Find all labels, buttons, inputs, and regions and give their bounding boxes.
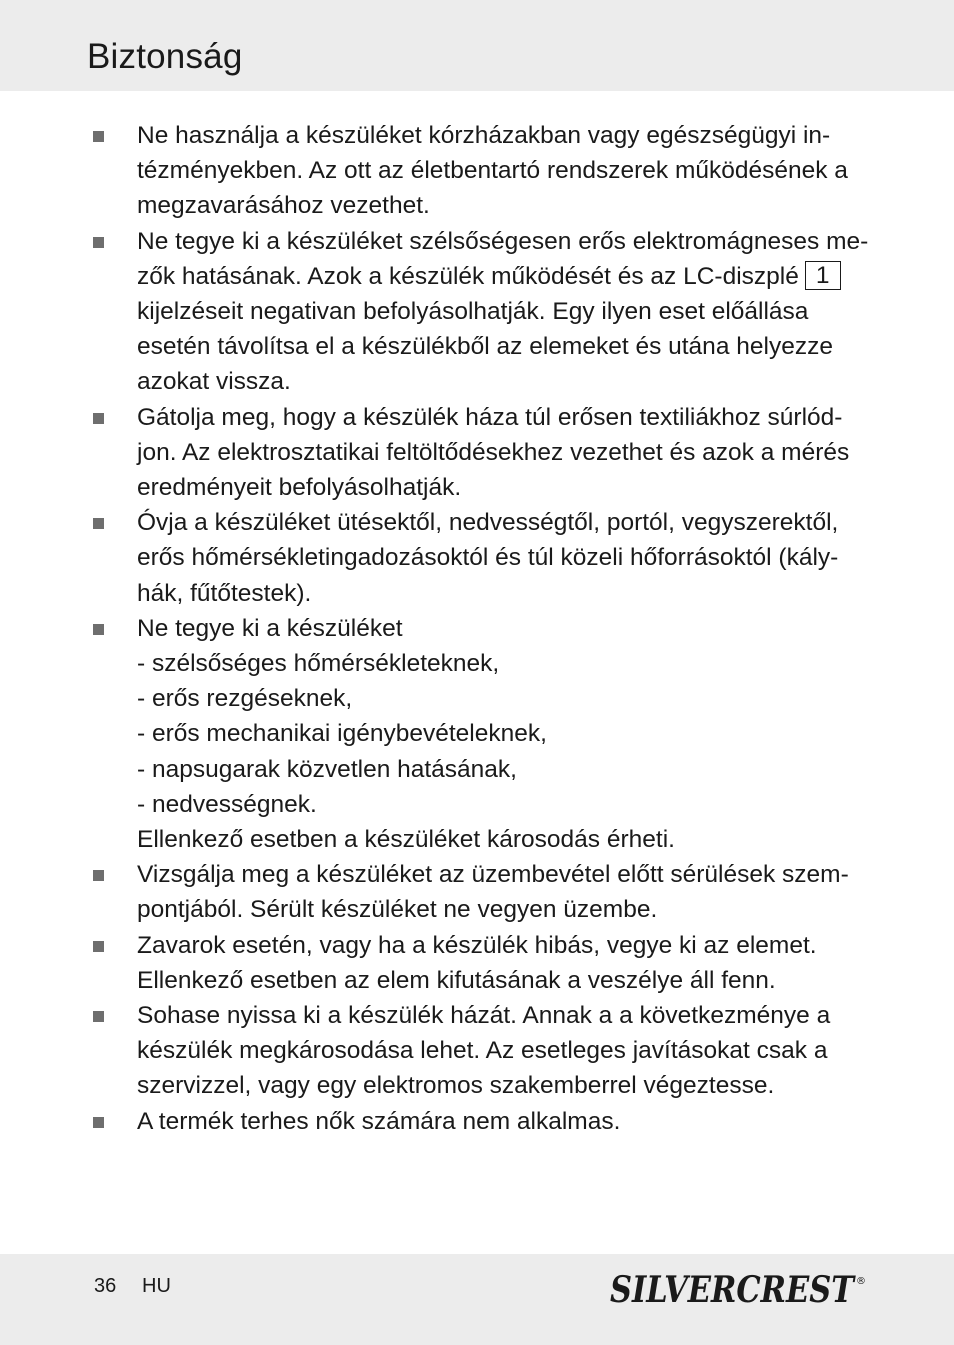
list-bullet (93, 518, 104, 529)
page-footer (0, 1254, 954, 1345)
list-item-line: Vizsgálja meg a készüléket az üzembevétel előtt sérülések szem- (137, 861, 849, 889)
list-item-line: Ne használja a készüléket kórzházakban vagy egészségügyi in- (137, 122, 831, 149)
list-item-line: kijelzéseit negativan befolyásolhatják. Egy ilyen eset előállása (137, 298, 809, 325)
list-item-line: A termék terhes nők számára nem alkalmas. (137, 1107, 621, 1135)
language-code: HU (142, 1275, 171, 1297)
list-item-line: azokat vissza. (137, 368, 291, 396)
page-title: Biztonság (87, 37, 243, 76)
list-item-line: készülék megkárosodása lehet. Az esetleges javításokat csak a (137, 1037, 828, 1065)
page-number: 36 (94, 1275, 117, 1297)
list-item-line: erős hőmérsékletingadozásoktól és túl közeli hőforrásoktól (kály- (137, 544, 839, 572)
list-bullet (93, 870, 104, 881)
list-item-line: zők hatásának. Azok a készülék működését és az LC-diszplé 1 (137, 259, 841, 294)
list-item-line: eredményeit befolyásolhatják. (137, 474, 462, 501)
list-item-line: - erős mechanikai igénybevételeknek, (137, 720, 547, 748)
list-item-line: Sohase nyissa ki a készülék házát. Annak a a következménye a (137, 1002, 831, 1029)
list-item-line: Ellenkező esetben a készüléket károsodás érheti. (137, 826, 675, 853)
list-item-line: - napsugarak közvetlen hatásának, (137, 755, 517, 783)
list-item-line: jon. Az elektrosztatikai feltöltődésekhez vezethet és azok a mérés (137, 438, 850, 466)
list-item-line: hák, fűtőtestek). (137, 579, 312, 607)
list-bullet (93, 941, 104, 952)
list-item-line: esetén távolítsa el a készülékből az elemeket és utána helyezze (137, 333, 833, 361)
list-item-line: - nedvességnek. (137, 790, 317, 818)
list-bullet (93, 131, 104, 142)
list-bullet (93, 413, 104, 424)
list-item-line: - szélsőséges hőmérsékleteknek, (137, 650, 500, 677)
list-item-line: pontjából. Sérült készüléket ne vegyen üzembe. (137, 896, 658, 924)
logo-wordmark: SILVERCREST (610, 1269, 856, 1311)
list-item-line: tézményekben. Az ott az életbentartó rendszerek működésének a (137, 157, 848, 185)
reference-number-box: 1 (805, 261, 841, 290)
list-item-line: Ne tegye ki a készüléket (137, 614, 403, 642)
list-item-line: Ne tegye ki a készüléket szélsőségesen erős elektromágneses me- (137, 227, 869, 255)
list-bullet (93, 624, 104, 635)
page-header (0, 0, 954, 91)
list-item-line: Zavarok esetén, vagy ha a készülék hibás, vegye ki az elemet. (137, 931, 817, 959)
list-bullet (93, 1011, 104, 1022)
list-bullet (93, 237, 104, 248)
list-item-line: szervizzel, vagy egy elektromos szakemberrel végeztesse. (137, 1072, 775, 1100)
list-item-line: Gátolja meg, hogy a készülék háza túl erősen textiliákhoz súrlód- (137, 403, 843, 431)
logo-registered-mark: ® (856, 1276, 866, 1287)
list-item-line: Ellenkező esetben az elem kifutásának a veszélye áll fenn. (137, 966, 776, 994)
list-bullet (93, 1117, 104, 1128)
list-item-line: Óvja a készüléket ütésektől, nedvességtől, portól, vegyszerektől, (137, 509, 839, 537)
list-item-line: - erős rezgéseknek, (137, 685, 353, 713)
list-item-line: megzavarásához vezethet. (137, 192, 430, 220)
silvercrest-logo (610, 1260, 866, 1312)
